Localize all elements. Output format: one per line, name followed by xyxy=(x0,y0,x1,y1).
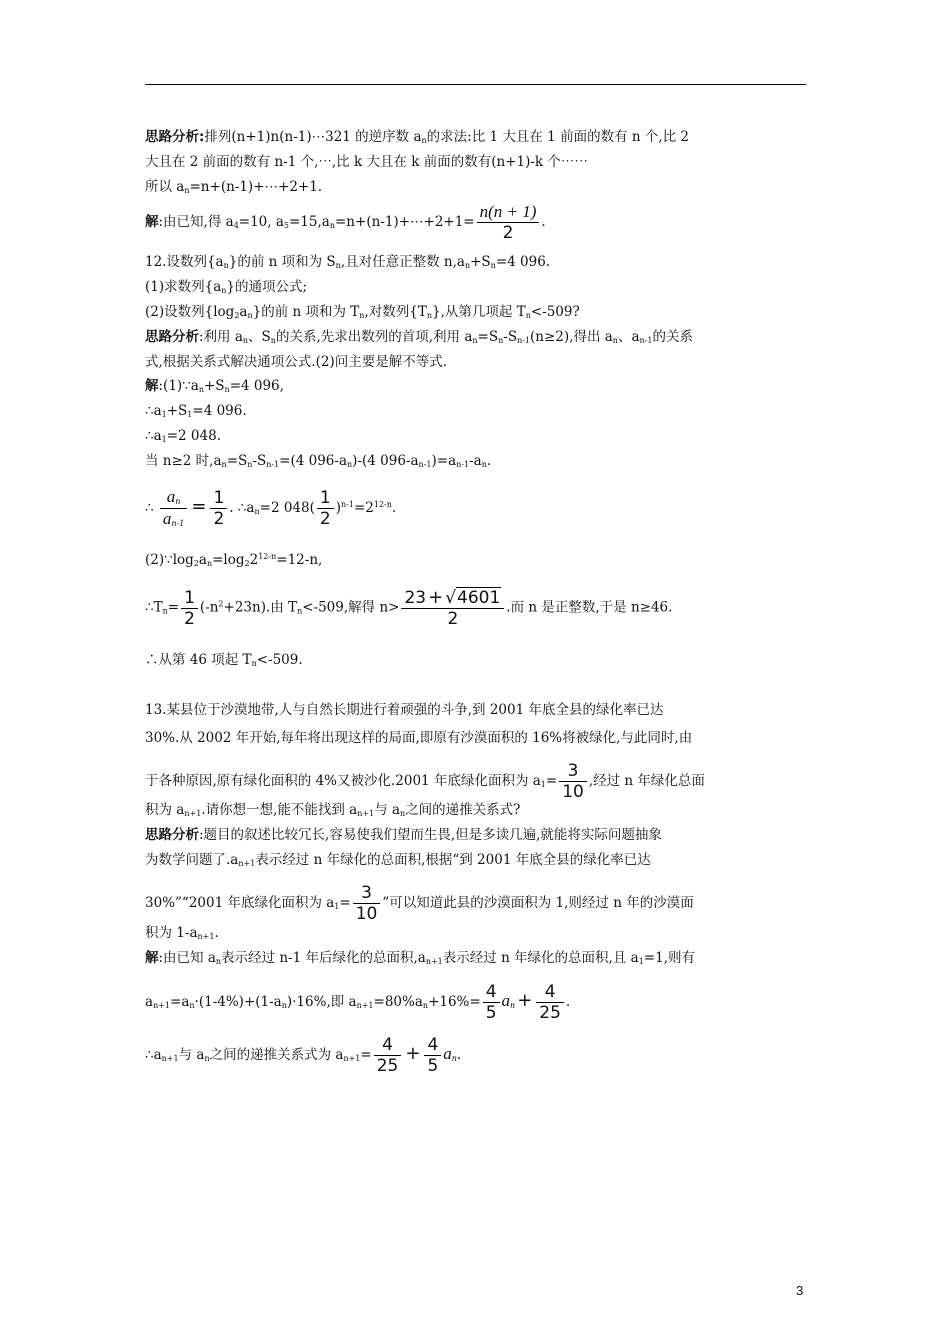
fraction-4-over-5: $\frac{4}{5}$ xyxy=(483,982,500,1023)
solution-3-line-1: 解:由已知 $a_n$表示经过 n-1 年后绿化的总面积$,a_{n+1}$表示经过 n 年绿化的总面积,且 $a_1=1$,则有 xyxy=(145,950,695,966)
solution-2-line-3: $\therefore a_1=2$ 048. xyxy=(145,428,221,444)
fraction-n-n-plus-1-over-2: $\frac{n(n + 1)}{2}$ xyxy=(477,202,540,243)
question-13-line-4: 积为 $a_{n+1}$.请你想一想,能不能找到 $a_{n+1}$与 $a_n$之间的递推关系式? xyxy=(145,802,521,818)
solution-label: 解 xyxy=(145,378,159,394)
page-number: 3 xyxy=(796,1283,804,1298)
solution-1-line: 解:由已知,得 $a_4=10$, $a_5=15,a_n=n+(n-1)+\cdots+2+1=$ $\frac{n(n + 1)}{2}$ . xyxy=(145,202,546,243)
analysis-2-line-2: 式,根据关系式解决通项公式.(2)问主要是解不等式. xyxy=(145,354,447,370)
analysis-label: 思路分析 xyxy=(145,129,199,145)
fraction-23-plus-sqrt-4601-over-2: $\frac{23 + √4601}{2}$ xyxy=(401,587,504,629)
solution-2-line-7: $\therefore T_n=$ $\frac{1}{2}$ $(-n^2+23n)$.由 $T_n<-509$,解得 n> $\frac{23 + √4601}{2}$ .而 n 是正整数,于是 n≥46. xyxy=(145,587,673,629)
fraction-one-half: $\frac{1}{2}$ xyxy=(210,488,227,529)
analysis-2-line-1: 思路分析:利用 $a_n$、$S_n$的关系,先求出数列的首项,利用 $a_n=S_n-S_{n-1}(n\ge 2)$,得出 $a_n$、$a_{n-1}$的关系 xyxy=(145,329,693,345)
solution-2-line-6: $(2)\because\log_2a_n=\log_22^{12-n}=12-n$, xyxy=(145,552,323,568)
solution-label: 解 xyxy=(145,950,159,966)
analysis-1-line-3: 所以 $a_n=n+(n-1)+\cdots+2+1$. xyxy=(145,179,323,195)
fraction-4-over-25: $\frac{4}{25}$ xyxy=(374,1035,402,1076)
question-13-line-1: 13.某县位于沙漠地带,人与自然长期进行着顽强的斗争,到 2001 年底全县的绿化率已达 xyxy=(145,702,664,718)
fraction-one-half: $\frac{1}{2}$ xyxy=(317,488,334,529)
question-12-line-1: 12.设数列$\{a_n\}$的前 n 项和为 $S_n$,且对任意正整数 $n,a_n+S_n=4$ 096. xyxy=(145,254,551,270)
analysis-label: 思路分析 xyxy=(145,329,199,345)
question-12-part-2: (2)设数列$\{\log_2a_n\}$的前 n 项和为 $T_n$,对数列$\{T_n\}$,从第几项起 $T_n<-509$? xyxy=(145,304,580,320)
fraction-4-over-25: $\frac{4}{25}$ xyxy=(536,982,564,1023)
solution-3-line-3: $\therefore a_{n+1}$与 $a_n$之间的递推关系式为 $a_{n+1}=$ $\frac{4}{25}$ + $\frac{4}{5}$ $a_n$. xyxy=(145,1035,462,1076)
question-13-line-3: 于各种原因,原有绿化面积的 4%又被沙化.2001 年底绿化面积为 $a_1=$ $\frac{3}{10}$ ,经过 n 年绿化总面 xyxy=(145,761,705,802)
fraction-an-over-an-1: $\frac{a_n}{a_{n-1}}$ xyxy=(160,487,187,530)
analysis-3-line-1: 思路分析:题目的叙述比较冗长,容易使我们望而生畏,但是多读几遍,就能将实际问题抽象 xyxy=(145,827,662,843)
question-13-line-2: 30%.从 2002 年开始,每年将出现这样的局面,即原有沙漠面积的 16%将被绿化,与此同时,由 xyxy=(145,730,693,746)
analysis-label: 思路分析 xyxy=(145,827,199,843)
analysis-1-line-2: 大且在 2 前面的数有 n-1 个,⋯,比 k 大且在 k 前面的数有(n+1)-k 个⋯⋯ xyxy=(145,154,588,170)
analysis-3-line-2: 为数学问题了$.a_{n+1}$表示经过 n 年绿化的总面积,根据“到 2001 年底全县的绿化率已达 xyxy=(145,852,651,868)
solution-label: 解 xyxy=(145,214,159,230)
solution-3-line-2: $a_{n+1}=a_n\cdot(1-4\%)+(1-a_n)\cdot 16\%$,即 $a_{n+1}=80\%a_n+16\%=$ $\frac{4}{5}$ $a_n$ + $\frac{4}{25}$ . xyxy=(145,982,571,1023)
fraction-3-over-10: $\frac{3}{10}$ xyxy=(353,883,381,924)
fraction-one-half: $\frac{1}{2}$ xyxy=(181,588,198,629)
solution-2-line-2: $\therefore a_1+S_1=4$ 096. xyxy=(145,403,247,419)
header-rule xyxy=(145,84,806,85)
analysis-3-line-3: 30%”“2001 年底绿化面积为 $a_1=$ $\frac{3}{10}$ ”可以知道此县的沙漠面积为 1,则经过 n 年的沙漠面 xyxy=(145,883,694,924)
solution-2-line-4: 当 n≥2 时$,a_n=S_n-S_{n-1}=(4$ $096-a_n)-(4$ $096-a_{n-1})=a_{n-1}-a_n$. xyxy=(145,453,492,469)
fraction-3-over-10: $\frac{3}{10}$ xyxy=(559,761,587,802)
fraction-4-over-5: $\frac{4}{5}$ xyxy=(424,1035,441,1076)
question-12-part-1: (1)求数列$\{a_n\}$的通项公式; xyxy=(145,279,308,295)
analysis-1-line-1: 思路分析:排列(n+1)n(n-1)⋯321 的逆序数 $a_n$的求法:比 1 大且在 1 前面的数有 n 个,比 2 xyxy=(145,129,690,145)
solution-2-line-8: ∴从第 46 项起 $T_n<-509$. xyxy=(145,652,303,668)
solution-2-line-5: ∴ $\frac{a_n}{a_{n-1}}$ = $\frac{1}{2}$ . $\therefore a_n=2$ 048( $\frac{1}{2}$ )$^{n-1}=2^{12-n}$. xyxy=(145,487,397,529)
solution-2-line-1: 解$:(1)\because a_n+S_n=4$ 096, xyxy=(145,378,284,394)
analysis-3-line-4: 积为 $1-a_{n+1}$. xyxy=(145,925,219,941)
